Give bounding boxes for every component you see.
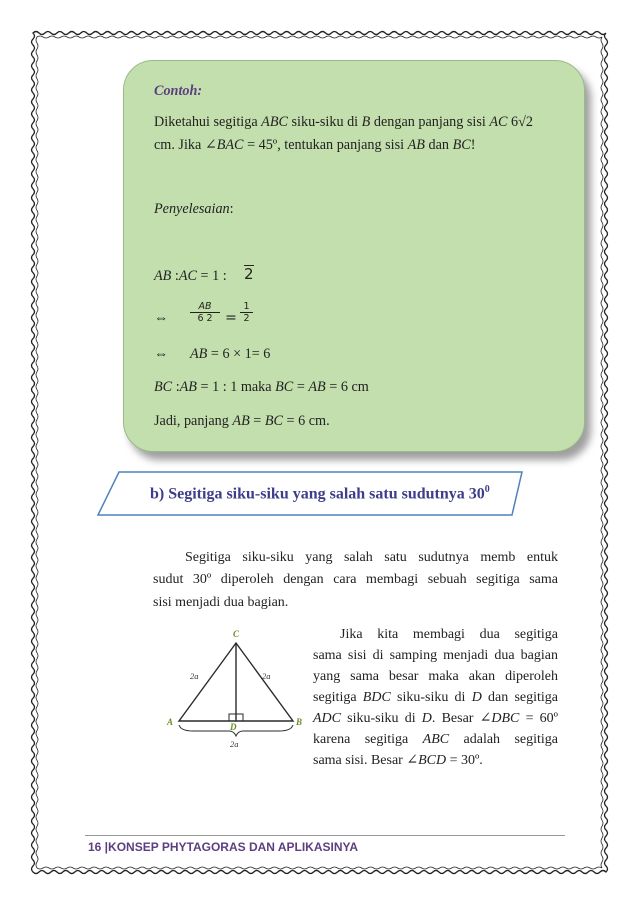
ab-result-line: AB = 6 × 1= 6 — [190, 346, 271, 362]
equilateral-triangle-figure — [163, 625, 308, 755]
vertex-c-label: C — [233, 629, 240, 639]
base-label: 2a — [230, 739, 239, 749]
fraction-left: $\frac{AB}{6 2}$ — [190, 301, 220, 324]
side-ac-label: 2a — [190, 671, 199, 681]
explanation-line-6: karena segitiga ABC adalah segitiga — [313, 732, 558, 747]
vertex-a-label: A — [167, 717, 174, 727]
problem-line-2: cm. Jika ∠BAC = 45º, tentukan panjang sisi AB dan BC! — [154, 137, 476, 153]
vertex-b-label: B — [296, 717, 303, 727]
explanation-line-3: yang sama besar maka akan diperoleh — [313, 669, 558, 684]
section-title: b) Segitiga siku-siku yang salah satu sudutnya $30^0$ — [150, 484, 490, 503]
intro-line-2: sudut 30º diperoleh dengan cara membagi sebuah segitiga sama — [153, 572, 558, 587]
example-heading: Contoh: — [154, 83, 203, 99]
vertex-d-label: D — [230, 722, 237, 732]
explanation-line-5: ADC siku-siku di D. Besar ∠DBC = 60º — [313, 711, 558, 726]
explanation-line-2: sama sisi di samping menjadi dua bagian — [313, 648, 558, 663]
explanation-line-7: sama sisi. Besar ∠BCD = 30º. — [313, 753, 483, 768]
intro-line-1: Segitiga siku-siku yang salah satu sudutnya memb entuk — [185, 550, 558, 565]
equiv-symbol-1: ⇔ — [154, 310, 169, 326]
solution-label: Penyelesaian: — [154, 201, 234, 217]
bc-line: BC :AB = 1 : 1 maka BC = AB = 6 cm — [154, 379, 369, 395]
conclusion-line: Jadi, panjang AB = BC = 6 cm. — [154, 413, 330, 429]
ratio-line: AB :AC = 1 : — [154, 268, 227, 284]
ratio-root: 2 — [244, 265, 254, 283]
equiv-symbol-2: ⇔ — [154, 346, 169, 362]
explanation-line-4: segitiga BDC siku-siku di D dan segitiga — [313, 690, 559, 705]
fraction-right: $\frac{1}{2}$ — [240, 301, 253, 324]
problem-line-1: Diketahui segitiga ABC siku-siku di B dengan panjang sisi AC 6√2 — [154, 114, 534, 130]
side-bc-label: 2a — [262, 671, 271, 681]
intro-line-3: sisi menjadi dua bagian. — [153, 595, 289, 610]
equals-sign: = — [225, 310, 237, 326]
page-footer: 16 |KONSEP PHYTAGORAS DAN APLIKASINYA — [88, 840, 359, 854]
explanation-line-1: Jika kita membagi dua segitiga — [340, 627, 558, 642]
footer-rule — [85, 835, 565, 836]
